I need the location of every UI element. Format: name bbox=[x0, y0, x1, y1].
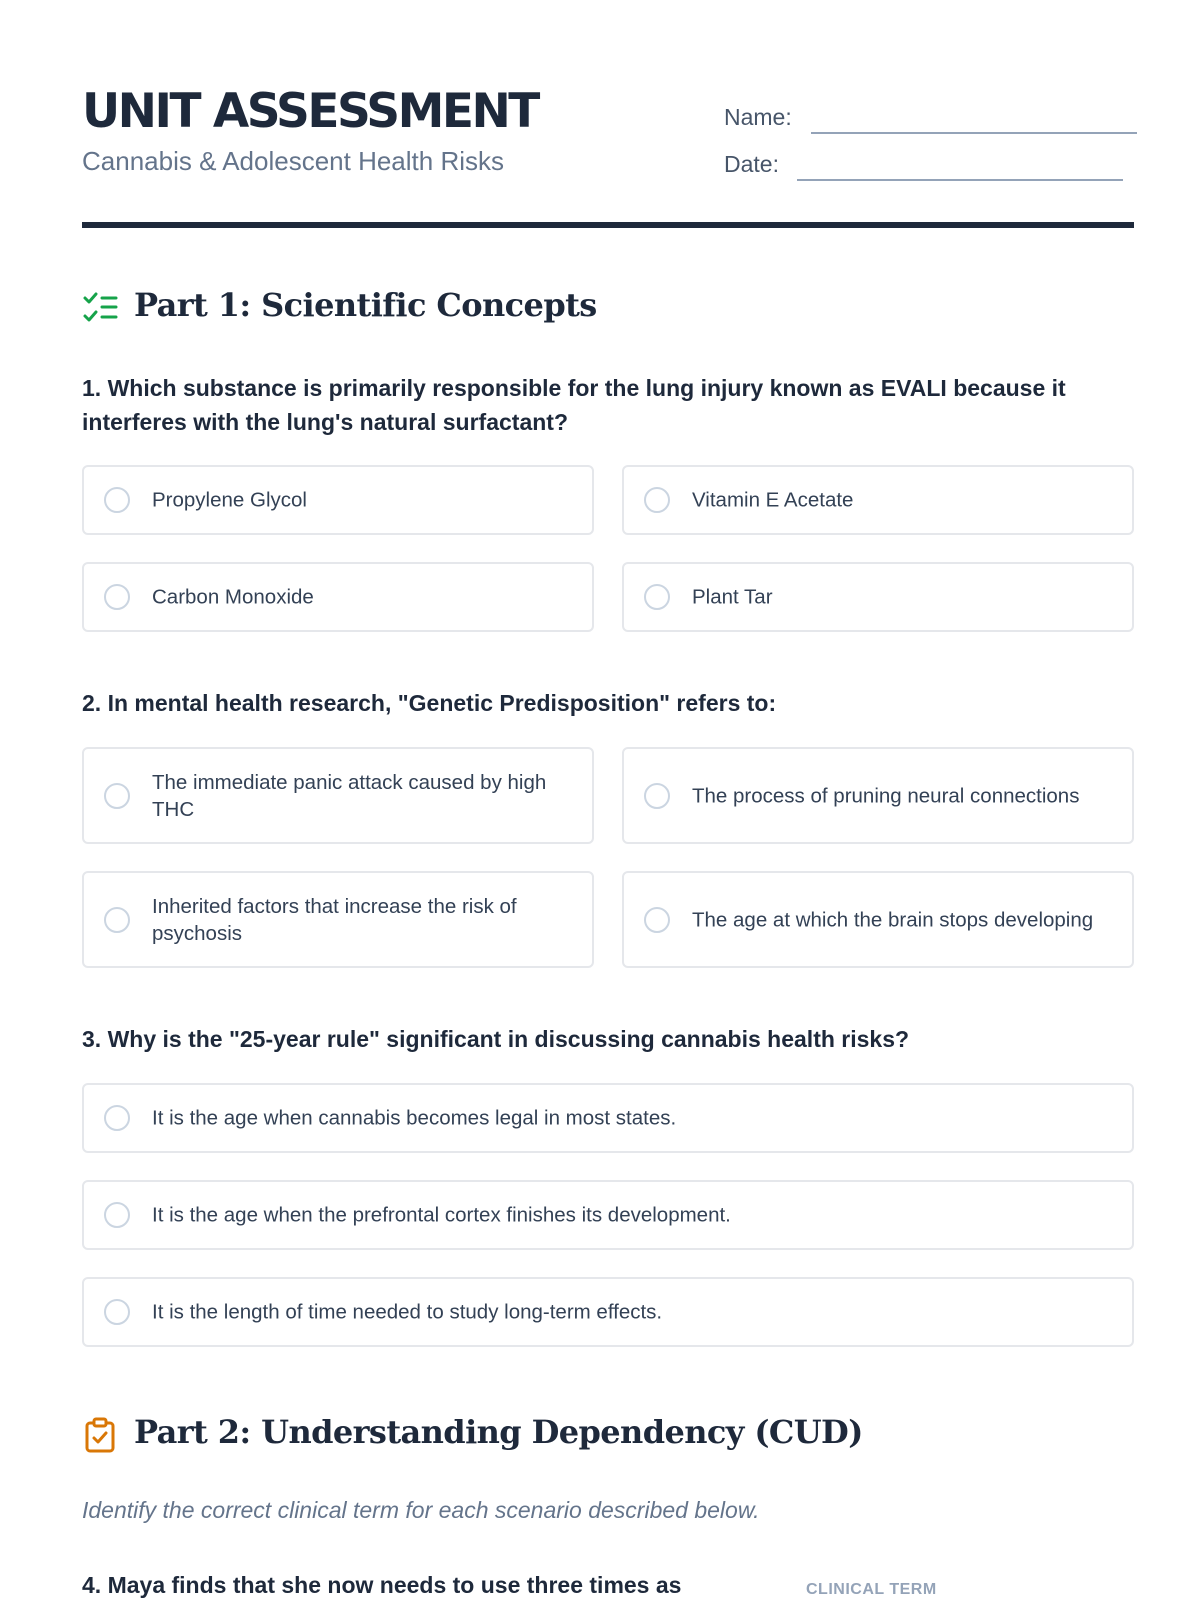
option-label: It is the length of time needed to study long-term effects. bbox=[152, 1300, 663, 1324]
option-label: The immediate panic attack caused by high THC bbox=[152, 770, 547, 821]
question-2: 2. In mental health research, "Genetic Predisposition" refers to: bbox=[82, 690, 777, 716]
radio-button[interactable] bbox=[644, 783, 670, 809]
part2-title: Part 2: Understanding Dependency (CUD) bbox=[134, 1413, 863, 1451]
clinical-term-label: CLINICAL TERM bbox=[806, 1581, 937, 1598]
q2-option-d[interactable] bbox=[622, 871, 1134, 968]
option-label: Carbon Monoxide bbox=[152, 585, 314, 609]
radio-button[interactable] bbox=[644, 907, 670, 933]
radio-button[interactable] bbox=[104, 487, 130, 513]
date-label: Date: bbox=[724, 151, 779, 177]
part2-instructions: Identify the correct clinical term for each scenario described below. bbox=[82, 1497, 760, 1523]
q3-option-b[interactable] bbox=[82, 1180, 1134, 1250]
radio-button[interactable] bbox=[644, 584, 670, 610]
q2-option-a[interactable] bbox=[82, 747, 594, 844]
page-title: UNIT ASSESSMENT bbox=[82, 84, 538, 139]
date-field[interactable] bbox=[724, 151, 779, 178]
option-label: Propylene Glycol bbox=[152, 488, 307, 512]
clipboard-check-icon bbox=[82, 1417, 118, 1453]
q3-option-c[interactable] bbox=[82, 1277, 1134, 1347]
radio-button[interactable] bbox=[104, 907, 130, 933]
radio-button[interactable] bbox=[104, 584, 130, 610]
option-label: The age at which the brain stops developing bbox=[692, 908, 1094, 931]
part1-title: Part 1: Scientific Concepts bbox=[134, 286, 597, 324]
name-input-line[interactable] bbox=[811, 132, 1137, 134]
q2-option-b[interactable] bbox=[622, 747, 1134, 844]
q1-option-a[interactable] bbox=[82, 465, 594, 535]
radio-button[interactable] bbox=[644, 487, 670, 513]
question-1: 1. Which substance is primarily responsible for the lung injury known as EVALI because it interferes with the lung's natural surfactant? bbox=[82, 375, 1066, 435]
radio-button[interactable] bbox=[104, 783, 130, 809]
option-label: Vitamin E Acetate bbox=[692, 488, 854, 512]
q3-option-a[interactable] bbox=[82, 1083, 1134, 1153]
question-4: 4. Maya finds that she now needs to use three times as bbox=[82, 1572, 682, 1598]
option-label: It is the age when the prefrontal cortex finishes its development. bbox=[152, 1203, 731, 1227]
checklist-icon bbox=[82, 290, 118, 326]
radio-button[interactable] bbox=[104, 1105, 130, 1131]
header bbox=[82, 78, 1134, 228]
name-label: Name: bbox=[724, 104, 792, 130]
radio-button[interactable] bbox=[104, 1299, 130, 1325]
option-label: The process of pruning neural connections bbox=[692, 784, 1080, 807]
q1-option-b[interactable] bbox=[622, 465, 1134, 535]
date-input-line[interactable] bbox=[797, 179, 1123, 181]
page-subtitle: Cannabis & Adolescent Health Risks bbox=[82, 146, 505, 176]
radio-button[interactable] bbox=[104, 1202, 130, 1228]
option-label: Inherited factors that increase the risk of psychosis bbox=[152, 894, 517, 945]
header-divider bbox=[82, 222, 1134, 228]
option-label: It is the age when cannabis becomes legal in most states. bbox=[152, 1106, 677, 1130]
option-label: Plant Tar bbox=[692, 585, 773, 609]
q1-option-c[interactable] bbox=[82, 562, 594, 632]
question-3: 3. Why is the "25-year rule" significant in discussing cannabis health risks? bbox=[82, 1026, 910, 1052]
q1-option-d[interactable] bbox=[622, 562, 1134, 632]
name-field[interactable] bbox=[724, 104, 792, 131]
q2-option-c[interactable] bbox=[82, 871, 594, 968]
